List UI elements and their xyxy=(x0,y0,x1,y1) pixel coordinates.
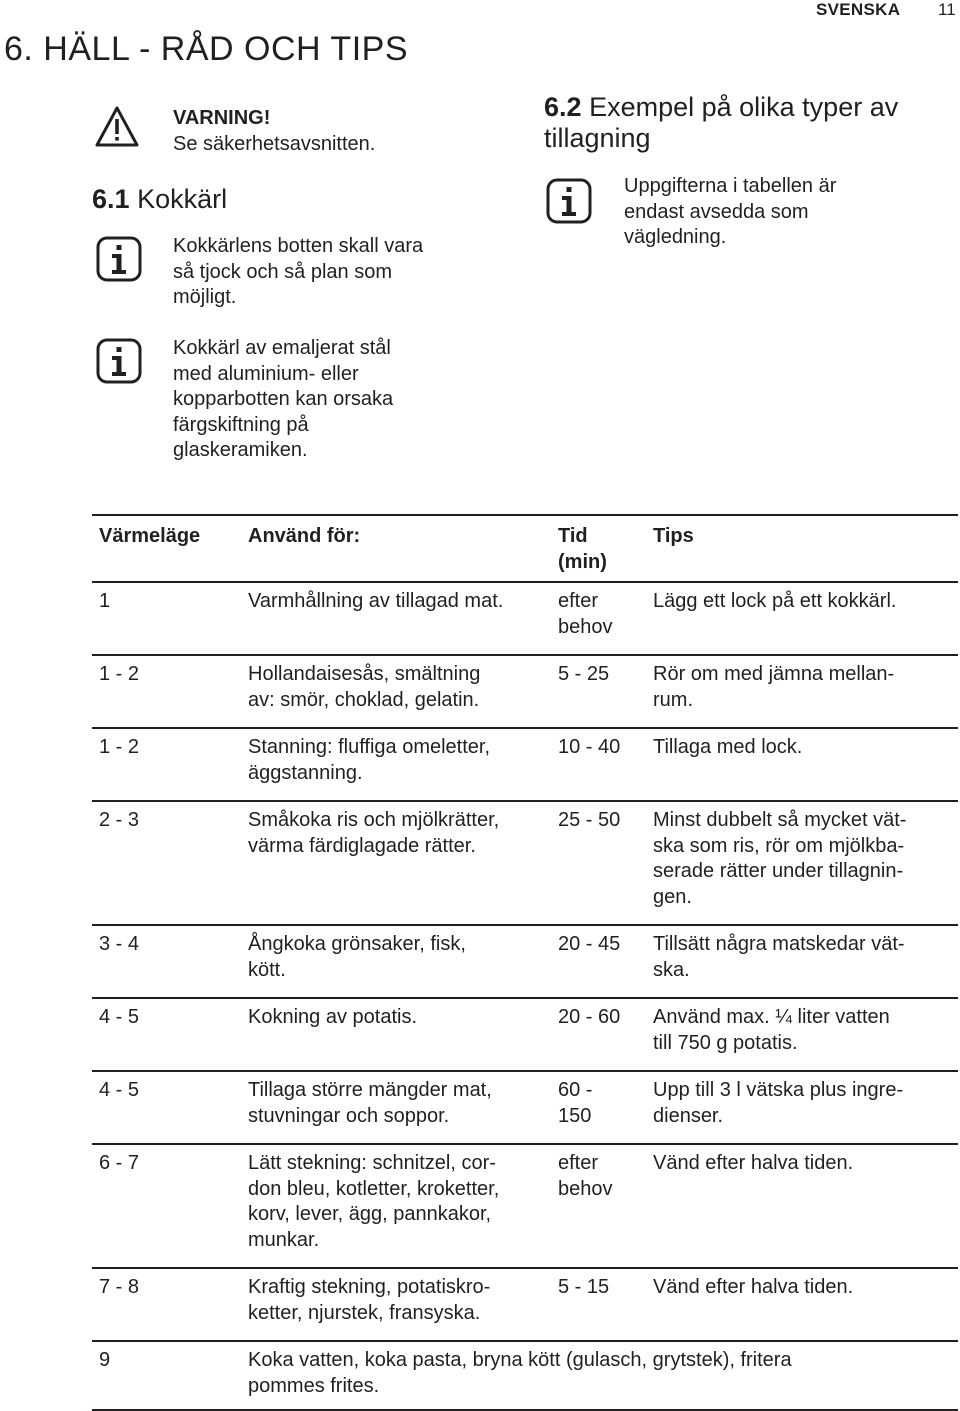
cell-line: Kraftig stekning, potatiskro- xyxy=(248,1276,491,1298)
info-icon xyxy=(96,338,142,384)
cell-line: Stanning: fluffiga omeletter, xyxy=(248,736,491,758)
cell-line: behov xyxy=(558,615,613,638)
note-line: vägledning. xyxy=(624,226,727,248)
table-header-row xyxy=(92,516,958,583)
cell-line: Tillaga med lock. xyxy=(653,736,803,758)
cooking-table xyxy=(92,514,958,1411)
cell-line: stuvningar och soppor. xyxy=(248,1104,450,1127)
warning-triangle-icon xyxy=(94,104,140,150)
cell-line: korv, lever, ägg, pannkakor, xyxy=(248,1203,492,1225)
cell-line: Minst dubbelt så mycket vät- xyxy=(653,809,907,831)
cell-line: behov xyxy=(558,1177,613,1200)
cell-tips xyxy=(653,589,958,640)
cell-line: pommes frites. xyxy=(248,1374,380,1397)
section-6-1-number: 6.1 xyxy=(92,184,130,214)
cell-line: Upp till 3 l vätska plus ingre- xyxy=(653,1079,904,1101)
cell-line: munkar. xyxy=(248,1228,320,1251)
info-icon xyxy=(96,236,142,282)
cell-line: Kokning av potatis. xyxy=(248,1006,417,1028)
cell-line: till 750 g potatis. xyxy=(653,1031,798,1054)
cell-line: Varmhållning av tillagad mat. xyxy=(248,590,504,612)
cell-line: Tillaga större mängder mat, xyxy=(248,1079,492,1101)
note-line: glaskeramiken. xyxy=(173,439,308,461)
table-row xyxy=(92,802,958,926)
header-tips: Tips xyxy=(653,525,694,547)
cell-tips xyxy=(653,1151,958,1253)
table-row xyxy=(92,926,958,999)
note-line: med aluminium- eller xyxy=(173,362,359,385)
cell-line: 150 xyxy=(558,1104,592,1127)
note-table-guidance xyxy=(624,174,836,251)
section-6-2-title-line: Exempel på olika typer av xyxy=(589,92,899,122)
header-heat-setting: Värmeläge xyxy=(99,525,201,547)
note-line: kopparbotten kan orsaka xyxy=(173,388,394,410)
cell-time xyxy=(558,1078,653,1129)
cell-time xyxy=(558,1005,653,1056)
table-row xyxy=(92,583,958,656)
info-icon xyxy=(546,178,592,224)
section-6-2-title-line: tillagning xyxy=(544,123,651,153)
note-line: möjligt. xyxy=(173,286,237,308)
cell-line: värma färdiglagade rätter. xyxy=(248,834,476,857)
cell-line: Använd max. ¼ liter vatten xyxy=(653,1006,890,1028)
cell-time xyxy=(558,1275,653,1326)
cell-line: kött. xyxy=(248,958,286,981)
note-line: så tjock och så plan som xyxy=(173,260,392,283)
header-time xyxy=(558,524,653,575)
cell-line: av: smör, choklad, gelatin. xyxy=(248,688,480,711)
cell-line: ska. xyxy=(653,958,690,981)
table-row xyxy=(92,1342,958,1411)
cell-line: 10 - 40 xyxy=(558,736,621,758)
cell-tips xyxy=(653,735,958,786)
cell-heat: 9 xyxy=(99,1349,111,1371)
cell-time xyxy=(558,735,653,786)
cell-use xyxy=(248,808,558,910)
page-number: 11 xyxy=(938,0,956,19)
note-line: färgskiftning på xyxy=(173,413,309,436)
cell-line: Lätt stekning: schnitzel, cor- xyxy=(248,1152,496,1174)
cell-use xyxy=(248,735,558,786)
cell-line: 60 - xyxy=(558,1079,593,1101)
cell-line: Vänd efter halva tiden. xyxy=(653,1276,854,1298)
cell-tips xyxy=(653,662,958,713)
table-row xyxy=(92,1072,958,1145)
cell-line: ska som ris, rör om mjölkba- xyxy=(653,834,905,857)
cell-use xyxy=(248,1151,558,1253)
warning-block xyxy=(173,106,375,157)
cell-line: Lägg ett lock på ett kokkärl. xyxy=(653,590,897,612)
table-row xyxy=(92,729,958,802)
chapter-title: 6. HÄLL - RÅD OCH TIPS xyxy=(4,30,408,68)
cell-tips xyxy=(653,1005,958,1056)
cell-tips xyxy=(653,932,958,983)
header-time-line: Tid xyxy=(558,525,588,547)
cell-heat: 1 xyxy=(99,590,111,612)
cell-heat: 6 - 7 xyxy=(99,1152,140,1174)
cell-line: Koka vatten, koka pasta, bryna kött (gulasch, grytstek), fritera xyxy=(248,1349,792,1371)
cell-tips xyxy=(653,1078,958,1129)
section-6-2-number: 6.2 xyxy=(544,92,582,122)
section-6-1-title-text: Kokkärl xyxy=(137,184,228,214)
cell-line: serade rätter under tillagnin- xyxy=(653,860,904,882)
cell-time xyxy=(558,589,653,640)
section-6-1-title xyxy=(92,184,227,215)
table-row xyxy=(92,1269,958,1342)
cell-heat: 3 - 4 xyxy=(99,933,140,955)
note-line: Kokkärl av emaljerat stål xyxy=(173,337,391,359)
cell-line: Rör om med jämna mellan- xyxy=(653,663,895,685)
section-6-2-title xyxy=(544,92,898,154)
header-language: SVENSKA xyxy=(816,0,901,19)
cell-line: 5 - 25 xyxy=(558,663,610,685)
table-row xyxy=(92,999,958,1072)
cell-line: Vänd efter halva tiden. xyxy=(653,1152,854,1174)
cell-time xyxy=(558,932,653,983)
cell-heat: 4 - 5 xyxy=(99,1079,140,1101)
cell-use xyxy=(248,1078,558,1129)
cell-line: Hollandaisesås, smältning xyxy=(248,663,481,685)
cell-line: don bleu, kotletter, kroketter, xyxy=(248,1177,500,1200)
cell-line: äggstanning. xyxy=(248,761,363,784)
cell-use xyxy=(248,662,558,713)
note-cookware-bottom xyxy=(173,234,423,311)
cell-line: 20 - 45 xyxy=(558,933,621,955)
cell-heat: 2 - 3 xyxy=(99,809,140,831)
cell-line: Tillsätt några matskedar vät- xyxy=(653,933,905,955)
cell-use xyxy=(248,1275,558,1326)
table-row xyxy=(92,1145,958,1269)
note-line: Uppgifterna i tabellen är xyxy=(624,175,837,197)
cell-time xyxy=(558,662,653,713)
cell-line: efter xyxy=(558,1152,599,1174)
cell-line: dienser. xyxy=(653,1104,724,1127)
cell-heat: 4 - 5 xyxy=(99,1006,140,1028)
cell-heat: 1 - 2 xyxy=(99,736,140,758)
header-use-for: Använd för: xyxy=(248,525,361,547)
cell-line: efter xyxy=(558,590,599,612)
cell-line: 5 - 15 xyxy=(558,1276,610,1298)
cell-line: Ångkoka grönsaker, fisk, xyxy=(248,933,466,955)
cell-spanned-text xyxy=(248,1348,958,1399)
cell-use xyxy=(248,1005,558,1056)
cell-tips xyxy=(653,1275,958,1326)
cell-tips xyxy=(653,808,958,910)
cell-line: ketter, njurstek, fransyska. xyxy=(248,1301,481,1324)
cell-line: gen. xyxy=(653,885,692,908)
table-body xyxy=(92,583,958,1342)
cell-heat: 7 - 8 xyxy=(99,1276,140,1298)
note-enamel-cookware xyxy=(173,336,393,464)
cell-time xyxy=(558,808,653,910)
cell-heat: 1 - 2 xyxy=(99,663,140,685)
cell-line: 25 - 50 xyxy=(558,809,621,831)
warning-title: VARNING! xyxy=(173,107,271,129)
note-line: endast avsedda som xyxy=(624,200,809,223)
header-time-line: (min) xyxy=(558,550,607,573)
table-row xyxy=(92,656,958,729)
warning-text: Se säkerhetsavsnitten. xyxy=(173,132,376,155)
cell-line: Småkoka ris och mjölkrätter, xyxy=(248,809,500,831)
cell-use xyxy=(248,932,558,983)
cell-time xyxy=(558,1151,653,1253)
cell-line: 20 - 60 xyxy=(558,1006,621,1028)
cell-use xyxy=(248,589,558,640)
cell-line: rum. xyxy=(653,688,693,711)
note-line: Kokkärlens botten skall vara xyxy=(173,235,424,257)
